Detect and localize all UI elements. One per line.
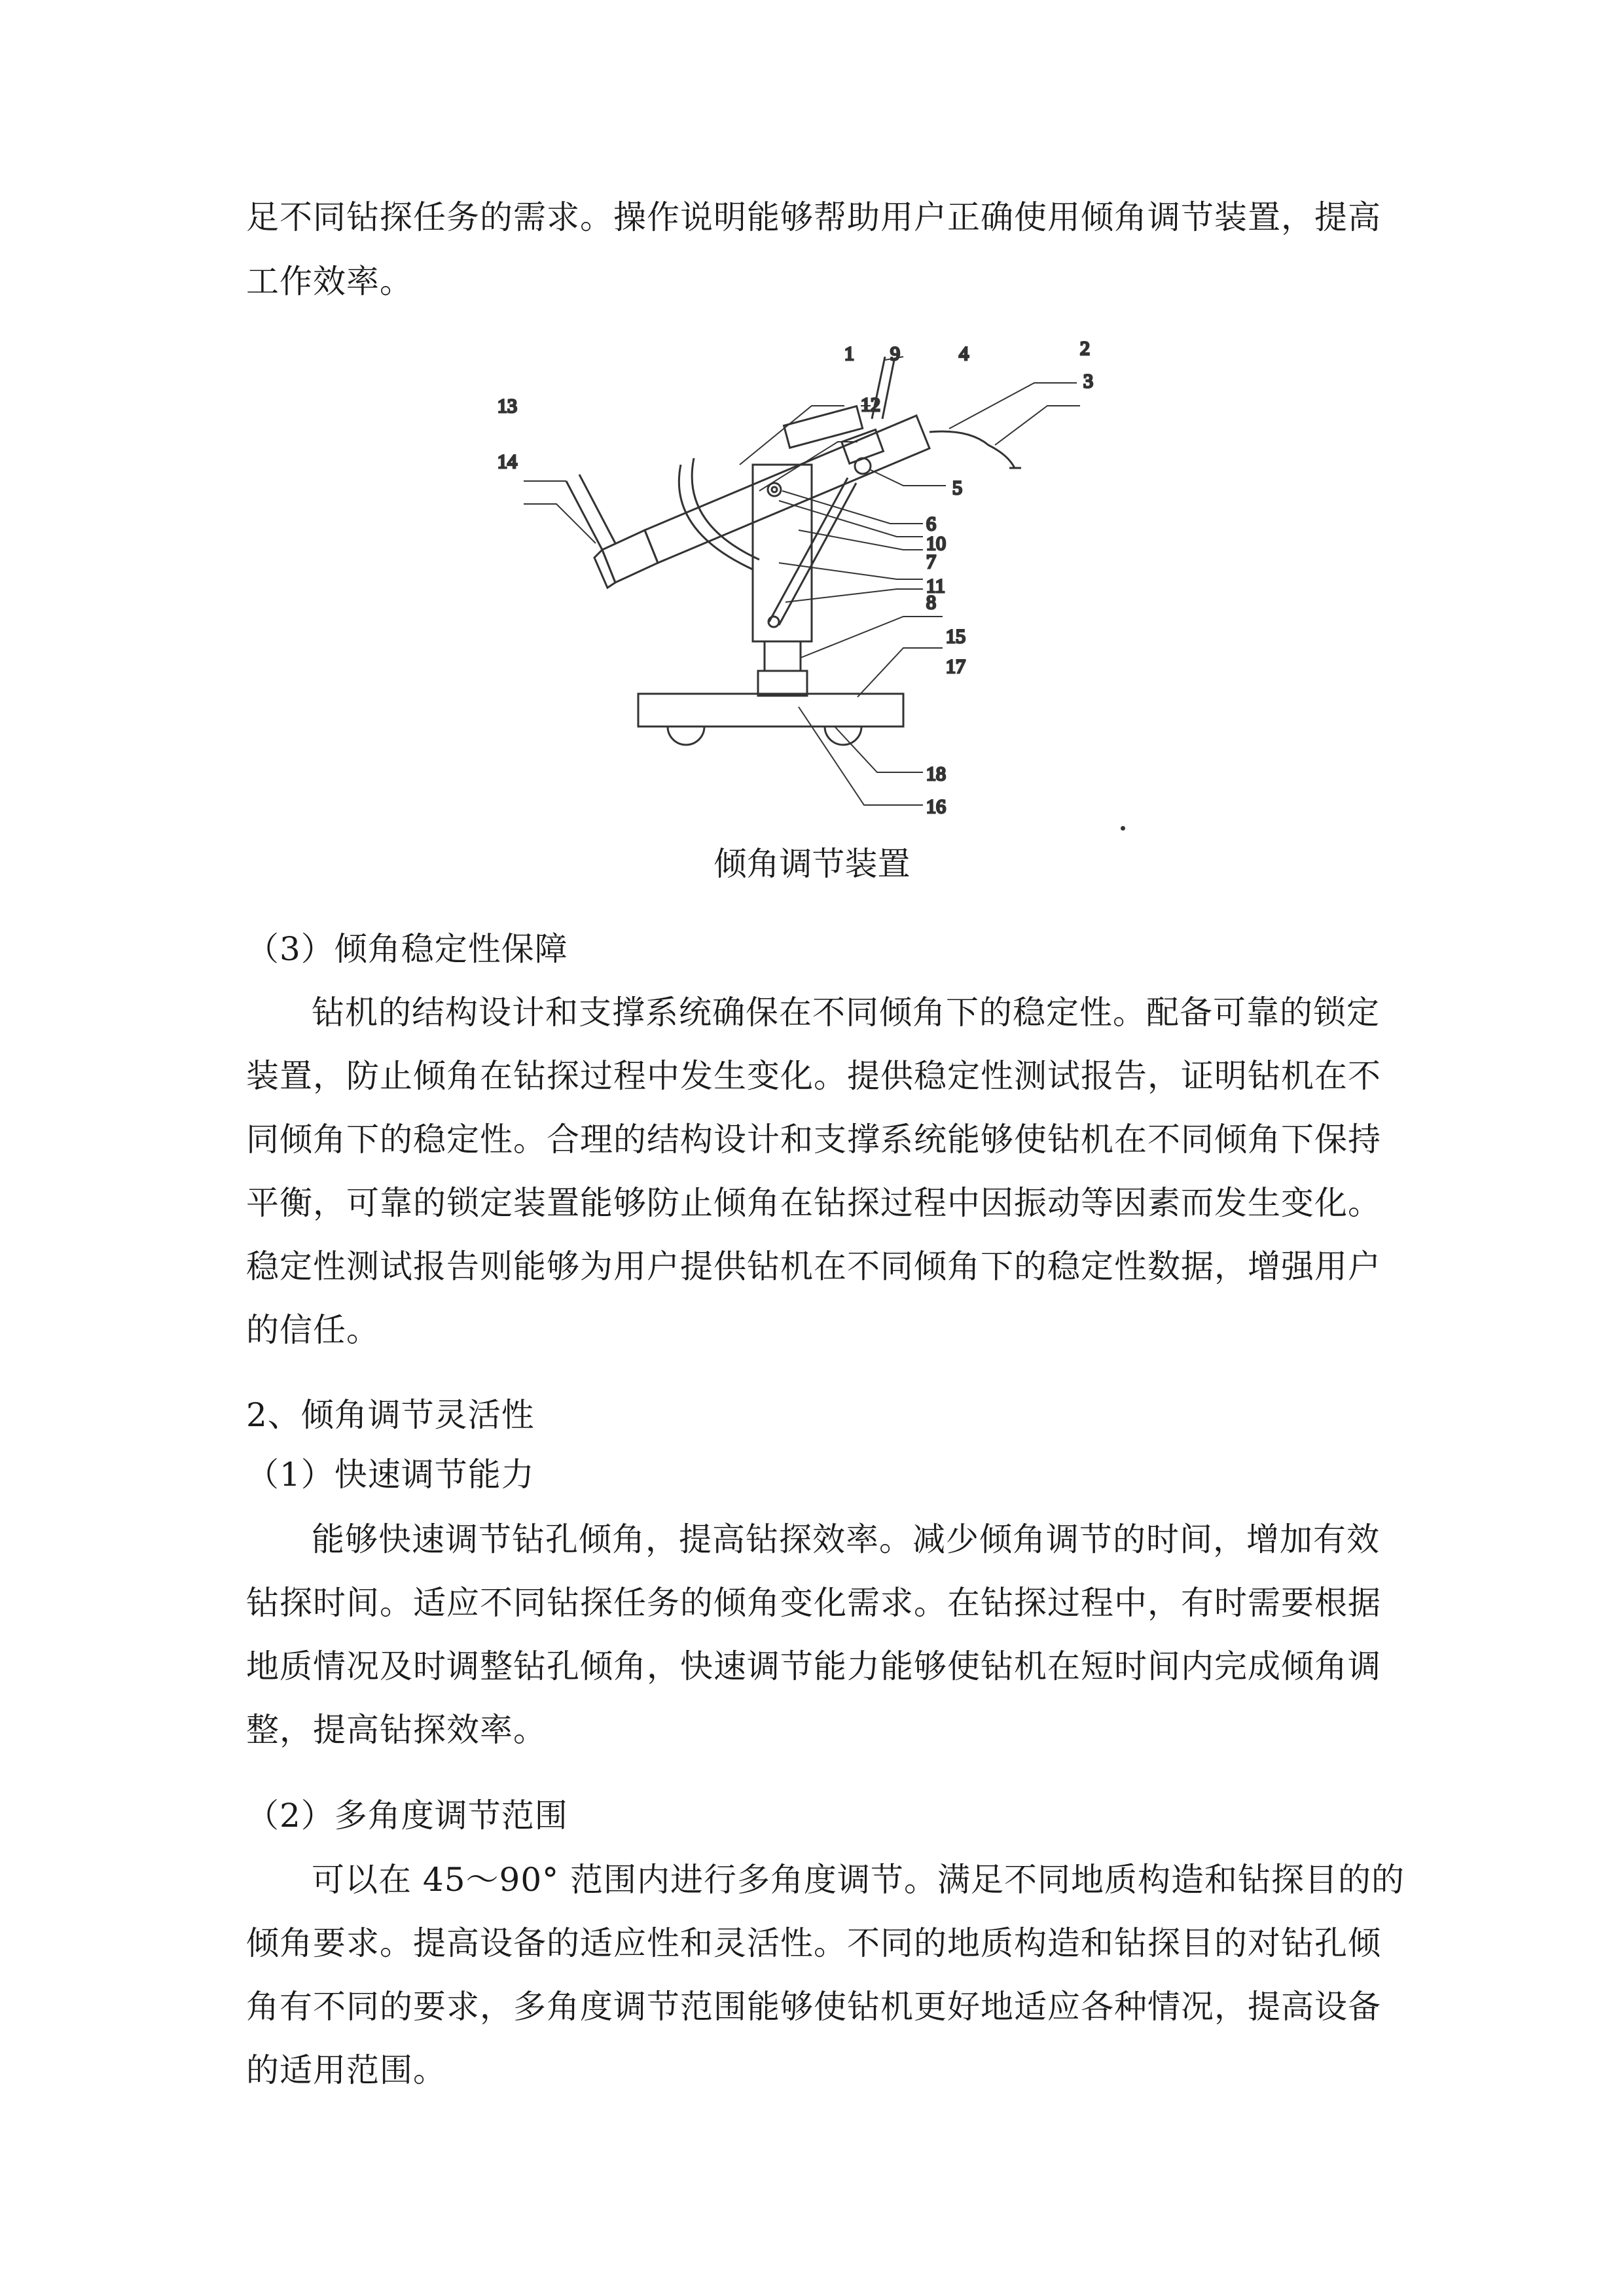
label-14: 14 bbox=[497, 451, 517, 473]
label-10: 10 bbox=[926, 533, 946, 554]
label-13: 13 bbox=[497, 395, 517, 417]
label-2: 2 bbox=[1080, 338, 1090, 359]
roller-5 bbox=[855, 458, 871, 474]
lower-joint bbox=[765, 641, 801, 671]
paragraph-line: 角有不同的要求，多角度调节范围能够使钻机更好地适应各种情况，提高设备 bbox=[246, 1988, 1381, 2026]
left-wheel bbox=[668, 726, 704, 745]
label-16: 16 bbox=[926, 796, 946, 817]
paragraph-line: 稳定性测试报告则能够为用户提供钻机在不同倾角下的稳定性数据，增强用户 bbox=[246, 1247, 1381, 1285]
label-3: 3 bbox=[1083, 370, 1093, 392]
column-post bbox=[758, 671, 807, 696]
paragraph-line: 钻机的结构设计和支撑系统确保在不同倾角下的稳定性。配备可靠的锁定 bbox=[312, 994, 1380, 1031]
paragraph-line: 倾角要求。提高设备的适应性和灵活性。不同的地质构造和钻探目的对钻孔倾 bbox=[246, 1924, 1381, 1962]
paragraph-line: 可以在 45～90° 范围内进行多角度调节。满足不同地质构造和钻探目的的 bbox=[312, 1861, 1405, 1899]
section-heading: （3）倾角稳定性保障 bbox=[246, 930, 568, 968]
label-7: 7 bbox=[926, 551, 936, 573]
label-1: 1 bbox=[844, 343, 854, 365]
paragraph-line: 钻探时间。适应不同钻探任务的倾角变化需求。在钻探过程中，有时需要根据 bbox=[246, 1584, 1381, 1622]
paragraph-line: 能够快速调节钻孔倾角，提高钻探效率。减少倾角调节的时间，增加有效 bbox=[312, 1520, 1380, 1558]
paragraph-line: 装置，防止倾角在钻探过程中发生变化。提供稳定性测试报告，证明钻机在不 bbox=[246, 1057, 1381, 1095]
label-12: 12 bbox=[861, 394, 880, 416]
paragraph-line: 同倾角下的稳定性。合理的结构设计和支撑系统能够使钻机在不同倾角下保持 bbox=[246, 1121, 1381, 1158]
section-heading: 2、倾角调节灵活性 bbox=[246, 1396, 535, 1434]
label-18: 18 bbox=[926, 763, 946, 785]
drill-head bbox=[602, 530, 658, 583]
stray-mark bbox=[1121, 826, 1125, 831]
paragraph-line: 平衡，可靠的锁定装置能够防止倾角在钻探过程中因振动等因素而发生变化。 bbox=[246, 1184, 1381, 1222]
tilt-adjustment-diagram bbox=[471, 314, 1165, 851]
label-9: 9 bbox=[890, 343, 900, 365]
label-11: 11 bbox=[926, 575, 945, 597]
paragraph-line: 整，提高钻探效率。 bbox=[246, 1711, 547, 1749]
arc-guide bbox=[679, 465, 753, 569]
label-15: 15 bbox=[946, 626, 965, 647]
paragraph-line: 地质情况及时调整钻孔倾角，快速调节能力能够使钻机在短时间内完成倾角调 bbox=[246, 1647, 1381, 1685]
label-4: 4 bbox=[959, 343, 969, 365]
figure-caption: 倾角调节装置 bbox=[713, 845, 911, 883]
section-heading: （1）快速调节能力 bbox=[246, 1456, 535, 1494]
label-8: 8 bbox=[926, 592, 936, 613]
label-5: 5 bbox=[952, 477, 962, 499]
paragraph-line: 足不同钻探任务的需求。操作说明能够帮助用户正确使用倾角调节装置，提高 bbox=[246, 198, 1381, 236]
label-17: 17 bbox=[946, 656, 965, 677]
base-platform bbox=[638, 694, 903, 726]
paragraph-line: 的信任。 bbox=[246, 1311, 380, 1349]
section-heading: （2）多角度调节范围 bbox=[246, 1797, 568, 1835]
label-6: 6 bbox=[926, 513, 936, 535]
paragraph-line: 的适用范围。 bbox=[246, 2051, 446, 2089]
paragraph-line: 工作效率。 bbox=[246, 262, 413, 300]
